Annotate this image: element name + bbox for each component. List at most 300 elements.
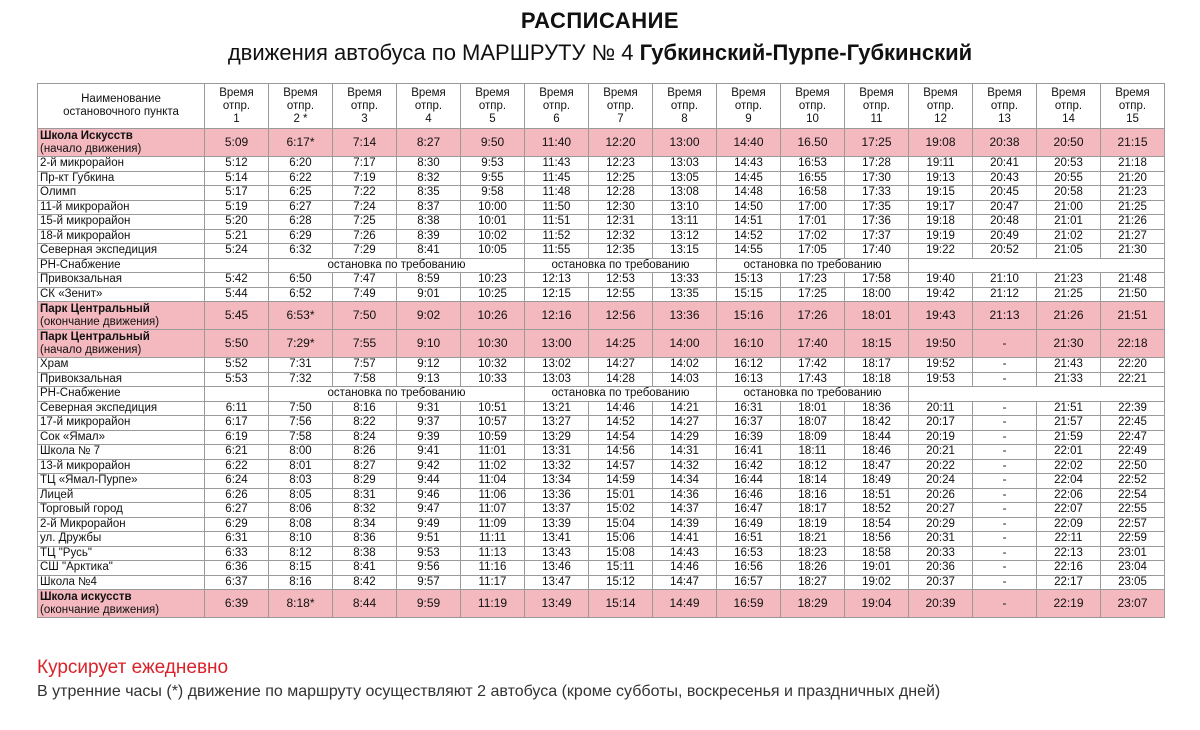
trip-header-5: [461, 84, 525, 129]
departure-time: 12:30: [589, 200, 653, 215]
stop-name-cell: [38, 459, 205, 474]
departure-time: 14:36: [653, 488, 717, 503]
departure-time: 20:47: [973, 200, 1037, 215]
trip-header-number: 9: [745, 112, 752, 125]
departure-time: 9:02: [397, 302, 461, 330]
departure-time: 14:55: [717, 244, 781, 259]
departure-time: 18:52: [845, 503, 909, 518]
departure-time: 22:49: [1101, 445, 1165, 460]
departure-time: 10:05: [461, 244, 525, 259]
departure-time: 21:18: [1101, 157, 1165, 172]
stop-name-cell: [38, 561, 205, 576]
stop-name-cell: [38, 330, 205, 358]
departure-time: -: [973, 532, 1037, 547]
departure-time: 21:33: [1037, 372, 1101, 387]
departure-time: 7:24: [333, 200, 397, 215]
departure-time: 20:38: [973, 129, 1037, 157]
departure-time: 17:58: [845, 273, 909, 288]
departure-time: 12:32: [589, 229, 653, 244]
departure-time: 12:15: [525, 287, 589, 302]
stop-name-cell: [38, 546, 205, 561]
departure-time: 16:44: [717, 474, 781, 489]
page-subtitle: [0, 38, 1200, 68]
stop-name-cell: [38, 287, 205, 302]
table-row: [38, 200, 1165, 215]
departure-time: 6:29: [205, 517, 269, 532]
departure-time: 20:26: [909, 488, 973, 503]
departure-time: 13:21: [525, 401, 589, 416]
departure-time: 18:26: [781, 561, 845, 576]
departure-time: 8:41: [397, 244, 461, 259]
departure-time: 11:01: [461, 445, 525, 460]
departure-time: 8:36: [333, 532, 397, 547]
departure-time: 19:50: [909, 330, 973, 358]
departure-time: 13:31: [525, 445, 589, 460]
trip-header-15: [1101, 84, 1165, 129]
stop-name-cell: [38, 387, 205, 402]
departure-time: 20:50: [1037, 129, 1101, 157]
departure-time: 22:01: [1037, 445, 1101, 460]
departure-time: 8:10: [269, 532, 333, 547]
trip-header-depart-label: отпр.: [862, 99, 891, 112]
stop-name-cell: [38, 372, 205, 387]
departure-time: 21:01: [1037, 215, 1101, 230]
departure-time: 5:21: [205, 229, 269, 244]
departure-time: 6:21: [205, 445, 269, 460]
departure-time: 22:02: [1037, 459, 1101, 474]
departure-time: 16:49: [717, 517, 781, 532]
departure-time: 7:58: [269, 430, 333, 445]
departure-time: 12:35: [589, 244, 653, 259]
departure-time: 16:58: [781, 186, 845, 201]
stop-name-cell: [38, 258, 205, 273]
departure-time: 18:17: [845, 358, 909, 373]
request-stop-label: остановка по требованию: [269, 387, 525, 402]
stop-note: (окончание движения): [40, 603, 160, 616]
departure-time: 18:46: [845, 445, 909, 460]
departure-time: 7:26: [333, 229, 397, 244]
departure-time: 20:39: [909, 590, 973, 618]
trip-header-number: 12: [934, 112, 947, 125]
departure-time: 11:50: [525, 200, 589, 215]
departure-time: 14:52: [589, 416, 653, 431]
departure-time: 16:13: [717, 372, 781, 387]
departure-time: 8:35: [397, 186, 461, 201]
departure-time: 14:45: [717, 171, 781, 186]
departure-time: 19:13: [909, 171, 973, 186]
departure-time: 22:06: [1037, 488, 1101, 503]
stop-name: Северная экспедиция: [40, 401, 158, 414]
departure-time: 18:18: [845, 372, 909, 387]
table-row: [38, 273, 1165, 288]
departure-time: 6:39: [205, 590, 269, 618]
departure-time: 19:22: [909, 244, 973, 259]
departure-time: 6:27: [205, 503, 269, 518]
departure-time: 5:42: [205, 273, 269, 288]
trip-header-1: [205, 84, 269, 129]
departure-time: 8:37: [397, 200, 461, 215]
departure-time: 17:40: [781, 330, 845, 358]
departure-time: 13:12: [653, 229, 717, 244]
table-row: [38, 372, 1165, 387]
departure-time: 8:32: [333, 503, 397, 518]
trip-header-time-label: Время: [987, 86, 1022, 99]
table-row: [38, 430, 1165, 445]
departure-time: 18:17: [781, 503, 845, 518]
departure-time: 9:50: [461, 129, 525, 157]
departure-time: 13:46: [525, 561, 589, 576]
departure-time: 21:59: [1037, 430, 1101, 445]
stop-name-cell: [38, 575, 205, 590]
departure-time: 11:11: [461, 532, 525, 547]
departure-time: 10:25: [461, 287, 525, 302]
departure-time: 8:16: [269, 575, 333, 590]
departure-time: 7:32: [269, 372, 333, 387]
departure-time: 13:36: [525, 488, 589, 503]
table-row: [38, 503, 1165, 518]
stop-name: РН-Снабжение: [40, 387, 121, 400]
departure-time: 15:13: [717, 273, 781, 288]
departure-time: 17:37: [845, 229, 909, 244]
departure-time: 6:20: [269, 157, 333, 172]
departure-time: 11:51: [525, 215, 589, 230]
departure-time: 8:06: [269, 503, 333, 518]
trip-header-number: 2 *: [293, 112, 308, 125]
departure-time: 7:19: [333, 171, 397, 186]
departure-time: 18:01: [781, 401, 845, 416]
departure-time: 7:55: [333, 330, 397, 358]
trip-header-depart-label: отпр.: [542, 99, 571, 112]
stop-name-cell: [38, 590, 205, 618]
departure-time: 9:42: [397, 459, 461, 474]
table-row: [38, 358, 1165, 373]
departure-time: 21:26: [1101, 215, 1165, 230]
trip-header-number: 6: [553, 112, 560, 125]
departure-time: 19:15: [909, 186, 973, 201]
departure-time: 10:23: [461, 273, 525, 288]
departure-time: -: [973, 330, 1037, 358]
trip-header-time-label: Время: [1115, 86, 1150, 99]
departure-time: 20:52: [973, 244, 1037, 259]
departure-time: 14:25: [589, 330, 653, 358]
departure-time: 23:05: [1101, 575, 1165, 590]
departure-time: 6:22: [269, 171, 333, 186]
departure-time: -: [973, 445, 1037, 460]
departure-time: 16:55: [781, 171, 845, 186]
departure-time: 12:13: [525, 273, 589, 288]
departure-time: 10:26: [461, 302, 525, 330]
stop-name: СК «Зенит»: [40, 287, 103, 300]
title-block: [0, 6, 1200, 68]
stop-name-cell: [38, 244, 205, 259]
departure-time: 22:52: [1101, 474, 1165, 489]
departure-time: 8:42: [333, 575, 397, 590]
departure-time: 17:42: [781, 358, 845, 373]
departure-time: 18:58: [845, 546, 909, 561]
table-row: [38, 517, 1165, 532]
departure-time: -: [973, 561, 1037, 576]
table-row: [38, 459, 1165, 474]
stop-name: Торговый город: [40, 503, 123, 516]
departure-time: 20:31: [909, 532, 973, 547]
departure-time: 8:26: [333, 445, 397, 460]
trip-header-depart-label: отпр.: [350, 99, 379, 112]
empty-cell: [909, 258, 1165, 273]
departure-time: 17:30: [845, 171, 909, 186]
departure-time: 17:35: [845, 200, 909, 215]
departure-time: 22:16: [1037, 561, 1101, 576]
departure-time: 8:41: [333, 561, 397, 576]
departure-time: -: [973, 474, 1037, 489]
departure-time: 9:58: [461, 186, 525, 201]
subtitle-route: Губкинский-Пурпе-Губкинский: [639, 40, 973, 65]
departure-time: 21:23: [1037, 273, 1101, 288]
departure-time: 13:39: [525, 517, 589, 532]
departure-time: 8:08: [269, 517, 333, 532]
departure-time: 13:32: [525, 459, 589, 474]
departure-time: 9:53: [461, 157, 525, 172]
departure-time: 20:41: [973, 157, 1037, 172]
departure-time: 21:51: [1101, 302, 1165, 330]
departure-time: 8:00: [269, 445, 333, 460]
departure-time: 22:19: [1037, 590, 1101, 618]
departure-time: 23:07: [1101, 590, 1165, 618]
departure-time: 16.50: [781, 129, 845, 157]
departure-time: 12:28: [589, 186, 653, 201]
departure-time: 6:29: [269, 229, 333, 244]
stop-name: РН-Снабжение: [40, 258, 121, 271]
departure-time: 21:23: [1101, 186, 1165, 201]
trip-header-7: [589, 84, 653, 129]
stop-name-cell: [38, 171, 205, 186]
departure-time: 6:31: [205, 532, 269, 547]
departure-time: 18:11: [781, 445, 845, 460]
departure-time: 8:34: [333, 517, 397, 532]
departure-time: 12:23: [589, 157, 653, 172]
departure-time: 11:40: [525, 129, 589, 157]
trip-header-2: [269, 84, 333, 129]
departure-time: 6:11: [205, 401, 269, 416]
departure-time: 14:00: [653, 330, 717, 358]
departure-time: 17:26: [781, 302, 845, 330]
departure-time: 18:19: [781, 517, 845, 532]
departure-time: 8:24: [333, 430, 397, 445]
departure-time: 18:44: [845, 430, 909, 445]
trip-header-13: [973, 84, 1037, 129]
departure-time: 6:50: [269, 273, 333, 288]
departure-time: 16:53: [781, 157, 845, 172]
departure-time: 6:36: [205, 561, 269, 576]
departure-time: 20:37: [909, 575, 973, 590]
departure-time: 22:54: [1101, 488, 1165, 503]
departure-time: 5:19: [205, 200, 269, 215]
departure-time: 17:25: [781, 287, 845, 302]
request-stop-label: остановка по требованию: [525, 258, 717, 273]
departure-time: 18:00: [845, 287, 909, 302]
daily-notice: Курсирует ежедневно: [37, 657, 229, 678]
departure-time: 22:17: [1037, 575, 1101, 590]
page-title: РАСПИСАНИЕ: [520, 8, 680, 33]
stop-name: СШ "Арктика": [40, 561, 113, 574]
departure-time: 22:39: [1101, 401, 1165, 416]
stop-note: (начало движения): [40, 142, 142, 155]
departure-time: 12:53: [589, 273, 653, 288]
departure-time: 20:45: [973, 186, 1037, 201]
departure-time: -: [973, 372, 1037, 387]
departure-time: 11:52: [525, 229, 589, 244]
request-stop-label: остановка по требованию: [717, 258, 909, 273]
stop-name: 11-й микрорайон: [40, 200, 130, 213]
trip-header-number: 1: [233, 112, 240, 125]
departure-time: 9:59: [397, 590, 461, 618]
request-stop-label: остановка по требованию: [269, 258, 525, 273]
trip-header-depart-label: отпр.: [606, 99, 635, 112]
trip-header-time-label: Время: [283, 86, 318, 99]
departure-time: 7:17: [333, 157, 397, 172]
departure-time: 20:43: [973, 171, 1037, 186]
departure-time: 21:43: [1037, 358, 1101, 373]
footnote: В утренние часы (*) движение по маршруту осуществляют 2 автобуса (кроме субботы, воскресенья и праздничных дней): [37, 683, 941, 700]
departure-time: 22:47: [1101, 430, 1165, 445]
trip-header-time-label: Время: [347, 86, 382, 99]
departure-time: 22:45: [1101, 416, 1165, 431]
departure-time: 18:15: [845, 330, 909, 358]
departure-time: 13:37: [525, 503, 589, 518]
trip-header-time-label: Время: [795, 86, 830, 99]
departure-time: 10:00: [461, 200, 525, 215]
trip-header-number: 13: [998, 112, 1011, 125]
departure-time: 22:59: [1101, 532, 1165, 547]
departure-time: 8:03: [269, 474, 333, 489]
trip-header-number: 5: [489, 112, 496, 125]
departure-time: 8:59: [397, 273, 461, 288]
departure-time: 8:31: [333, 488, 397, 503]
departure-time: 7:50: [333, 302, 397, 330]
departure-time: 13:35: [653, 287, 717, 302]
departure-time: 23:01: [1101, 546, 1165, 561]
departure-time: 8:32: [397, 171, 461, 186]
stop-name: Школа №4: [40, 575, 97, 588]
departure-time: 9:10: [397, 330, 461, 358]
departure-time: 16:56: [717, 561, 781, 576]
departure-time: 14:27: [653, 416, 717, 431]
table-row: [38, 244, 1165, 259]
departure-time: 19:08: [909, 129, 973, 157]
trip-header-depart-label: отпр.: [1054, 99, 1083, 112]
departure-time: 18:47: [845, 459, 909, 474]
stop-name: ТЦ «Ямал-Пурпе»: [40, 474, 138, 487]
stop-name: ул. Дружбы: [40, 532, 102, 545]
departure-time: 11:09: [461, 517, 525, 532]
departure-time: 10:01: [461, 215, 525, 230]
trip-header-time-label: Время: [667, 86, 702, 99]
trip-header-12: [909, 84, 973, 129]
departure-time: 15:14: [589, 590, 653, 618]
stop-column-header: [38, 84, 205, 129]
stop-name-cell: [38, 416, 205, 431]
departure-time: 10:51: [461, 401, 525, 416]
departure-time: 17:05: [781, 244, 845, 259]
departure-time: 11:45: [525, 171, 589, 186]
departure-time: 17:40: [845, 244, 909, 259]
trip-header-time-label: Время: [1051, 86, 1086, 99]
stop-name-cell: [38, 157, 205, 172]
departure-time: 10:30: [461, 330, 525, 358]
trip-header-depart-label: отпр.: [222, 99, 251, 112]
departure-time: 13:03: [653, 157, 717, 172]
table-row: [38, 488, 1165, 503]
departure-time: 9:39: [397, 430, 461, 445]
departure-time: 18:23: [781, 546, 845, 561]
departure-time: 14:28: [589, 372, 653, 387]
departure-time: 8:15: [269, 561, 333, 576]
departure-time: 21:57: [1037, 416, 1101, 431]
departure-time: -: [973, 590, 1037, 618]
departure-time: 14:34: [653, 474, 717, 489]
departure-time: 7:49: [333, 287, 397, 302]
departure-time: 18:14: [781, 474, 845, 489]
trip-header-14: [1037, 84, 1101, 129]
departure-time: 11:17: [461, 575, 525, 590]
departure-time: 11:55: [525, 244, 589, 259]
departure-time: 13:11: [653, 215, 717, 230]
departure-time: 20:17: [909, 416, 973, 431]
departure-time: 14:03: [653, 372, 717, 387]
departure-time: 21:48: [1101, 273, 1165, 288]
departure-time: 19:11: [909, 157, 973, 172]
table-row: [38, 445, 1165, 460]
departure-time: 11:16: [461, 561, 525, 576]
departure-time: 16:53: [717, 546, 781, 561]
trip-header-number: 15: [1126, 112, 1139, 125]
departure-time: 13:41: [525, 532, 589, 547]
stop-name: ТЦ "Русь": [40, 546, 92, 559]
departure-time: 21:50: [1101, 287, 1165, 302]
departure-time: 23:04: [1101, 561, 1165, 576]
departure-time: 19:19: [909, 229, 973, 244]
departure-time: 20:27: [909, 503, 973, 518]
departure-time: 6:27: [269, 200, 333, 215]
departure-time: 21:20: [1101, 171, 1165, 186]
departure-time: 8:16: [333, 401, 397, 416]
departure-time: 22:21: [1101, 372, 1165, 387]
terminal-row: [38, 330, 1165, 358]
stop-name: 17-й микрорайон: [40, 416, 131, 429]
departure-time: 16:31: [717, 401, 781, 416]
stop-name-cell: [38, 358, 205, 373]
departure-time: 19:42: [909, 287, 973, 302]
terminal-row: [38, 302, 1165, 330]
departure-time: 18:42: [845, 416, 909, 431]
departure-time: 14:43: [717, 157, 781, 172]
stop-name-cell: [38, 401, 205, 416]
departure-time: -: [973, 401, 1037, 416]
terminal-row: [38, 129, 1165, 157]
departure-time: 16:46: [717, 488, 781, 503]
table-row: [38, 215, 1165, 230]
departure-time: 6:32: [269, 244, 333, 259]
departure-time: 14:57: [589, 459, 653, 474]
stop-name-cell: [38, 488, 205, 503]
departure-time: 9:56: [397, 561, 461, 576]
stop-name: Северная экспедиция: [40, 244, 158, 257]
departure-time: 21:30: [1037, 330, 1101, 358]
departure-time: 11:02: [461, 459, 525, 474]
departure-time: 18:49: [845, 474, 909, 489]
departure-time: 21:51: [1037, 401, 1101, 416]
departure-time: 11:43: [525, 157, 589, 172]
trip-header-number: 4: [425, 112, 432, 125]
